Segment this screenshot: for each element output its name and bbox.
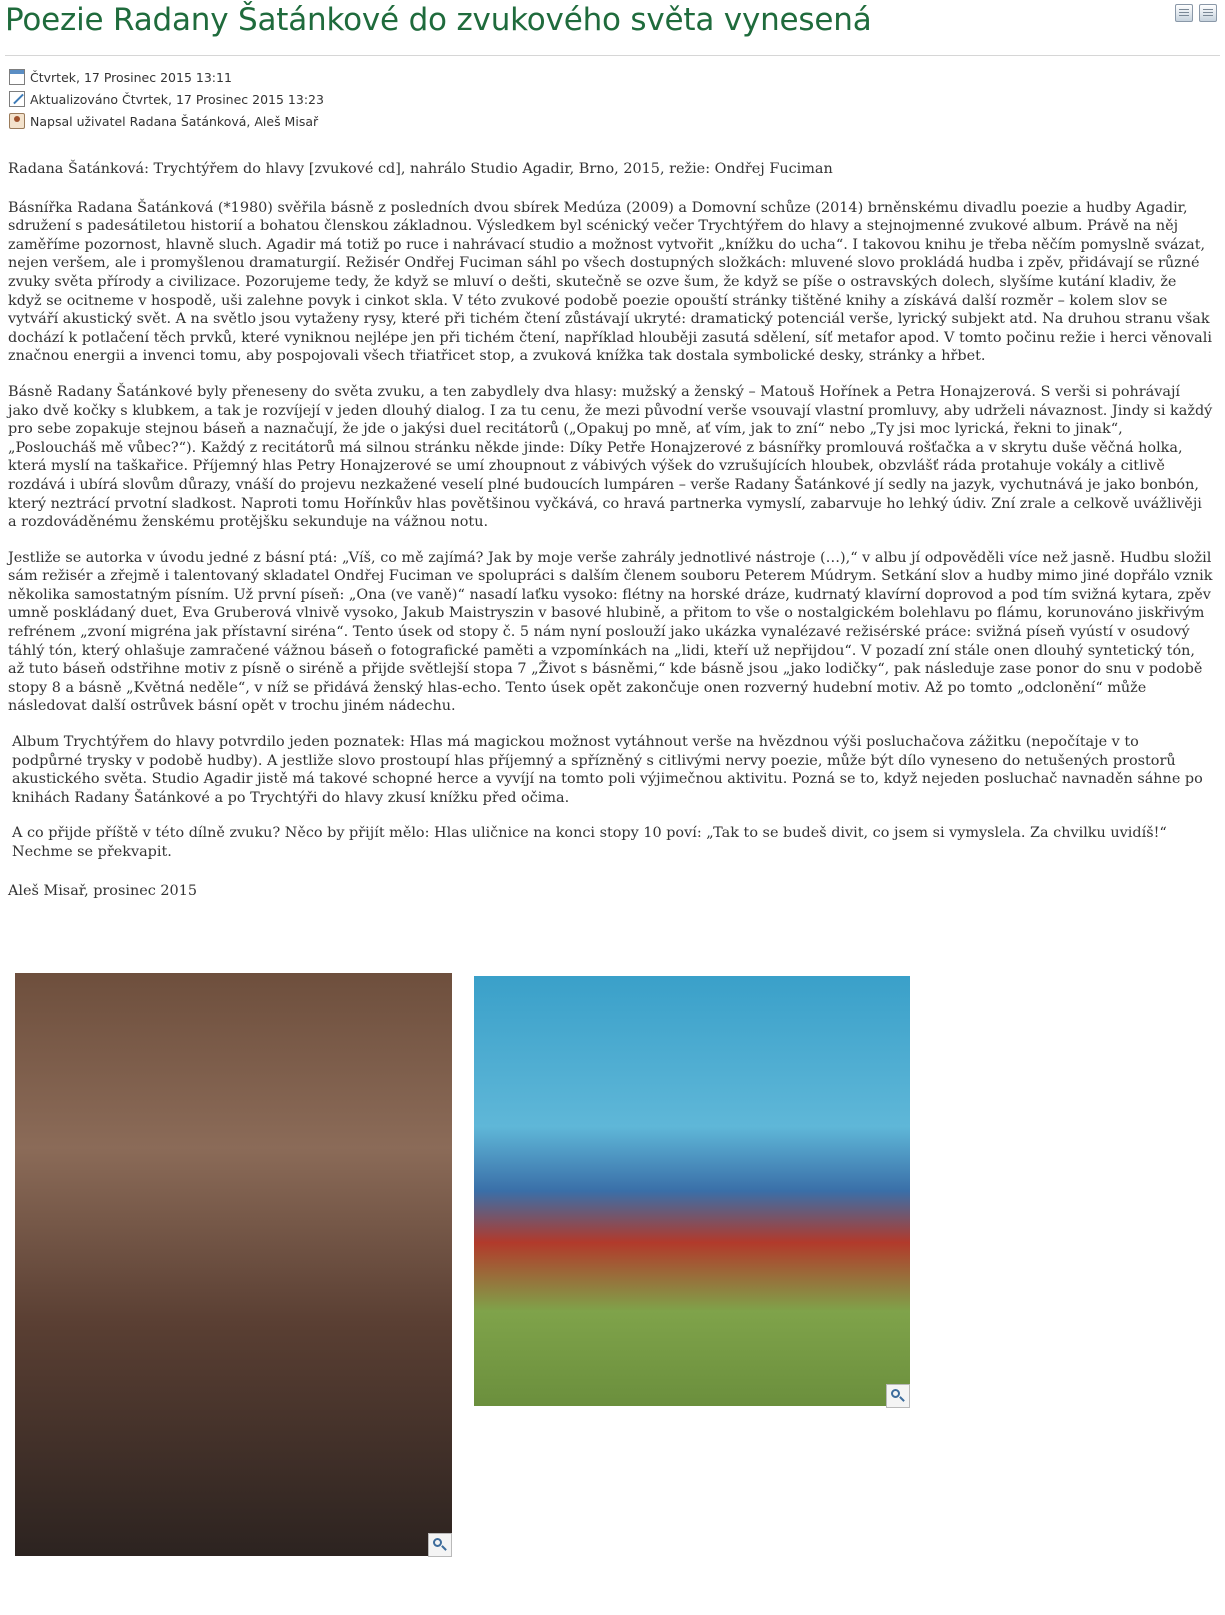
article-paragraph: A co přijde příště v této dílně zvuku? Něco by přijít mělo: Hlas uličnice na konci stopy 10 poví: „Tak to se budeš divit, co jsem si vymyslela. Za chvilku uvidíš!“ Nechme se překvapit. [12, 825, 1167, 860]
zoom-icon[interactable] [428, 1533, 452, 1557]
article-meta [9, 66, 324, 132]
article-paragraph: Básně Radany Šatánkové byly přeneseny do světa zvuku, a ten zabydlely dva hlasy: mužský a ženský – Matouš Hořínek a Petra Honajzerová. S verši si pohrávají jako dvě kočky s klubkem, a tak je rozvíjejí v jeden dlouhý dialog. I za tu cenu, že mezi původní verše vsouvají vlastní promluvy, aby udrželi návaznost. Jindy si každý pro sebe zopakuje stejnou báseň a naznačují, že jde o jakýsi duel recitátorů („Opakuj po mně, ať vím, jak to zní“ nebo „Ty jsi moc lyrická, řekni to jinak“, „Posloucháš mě vůbec?“). Každý z recitátorů má silnou stránku někde jinde: Díky Petře Honajzerové z básnířky promlouvá rošťačka a v skrytu duše věčná holka, která myslí na taškařice. Příjemný hlas Petry Honajzerové se umí zhoupnout z vábivých výšek do vzrušujících hloubek, obzvlášť ráda protahuje vokály a citlivě rozdává i ubírá slovům důrazy, vnáší do projevu nezkažené veselí plné budoucích lumpáren – verše Radany Šatánkové jí sedly na jazyk, vychutnává je jako bonbón, který neztrácí prvotní sladkost. Naproti tomu Hořínkův hlas povětšinou vyčkává, co hravá partnerka vymyslí, zabarvuje ho lehký údiv. Zní zrale a celkově uvážlivěji a rozdováděnému ženskému protějšku sekunduje na vážnou notu. [8, 383, 1213, 531]
created-date: Čtvrtek, 17 Prosinec 2015 13:11 [30, 69, 232, 85]
article-tools [1175, 4, 1217, 22]
author-row [9, 110, 324, 132]
zoom-icon[interactable] [886, 1384, 910, 1408]
created-row [9, 66, 324, 88]
print-icon[interactable] [1175, 4, 1193, 22]
email-icon[interactable] [1199, 4, 1217, 22]
article-signature: Aleš Misař, prosinec 2015 [8, 882, 198, 899]
article-paragraph: Básnířka Radana Šatánková (*1980) svěřila básně z posledních dvou sbírek Medúza (2009) a Domovní schůze (2014) brněnskému divadlu poezie a hudby Agadir, sdružení s padesátiletou historií a bohatou členskou základnou. Výsledkem byl scénický večer Trychtýřem do hlavy a stejnojmenné zvukové album. Právě na něj zaměříme pozornost, hlavně sluch. Agadir má totiž po ruce i nahrávací studio a možnost vytvořit „knížku do ucha“. I takovou knihu je třeba něčím pomyslně svázat, nejen veršem, ale i promyšlenou dramaturgií. Režisér Ondřej Fuciman sáhl po všech dostupných složkách: mluvené slovo prokládá hudba i zpěv, přidávají se různé zvuky světa přírody a civilizace. Pozorujeme tedy, že když se mluví o dešti, skutečně se ozve šum, že když se píše o ostravských dolech, slyšíme kutání kladiv, že když se ocitneme v hospodě, uši zalehne povyk i cinkot skla. V této zvukové podobě poezie opouští stránky tištěné knihy a získává další rozměr – kolem slov se vytváří akustický svět. A na světlo jsou vytaženy rysy, které při tichém čtení zůstávají ukryté: dramatický potenciál verše, lyrický subjekt atd. Na druhou stranu však dochází k potlačení těch prvků, které vyniknou nejlépe jen při tichém čtení, například hlouběji zasutá sdělení, síť metafor apod. V tomto počinu režie i herci věnovali značnou energii a invenci tomu, aby pospojovali všech třiatřicet stop, a zvuková knížka tak dostala symbolické desky, stránky a hřbet. [8, 199, 1212, 365]
article-lead: Radana Šatánková: Trychtýřem do hlavy [zvukové cd], nahrálo Studio Agadir, Brno, 2015, režie: Ondřej Fuciman [8, 161, 833, 177]
article-paragraph: Album Trychtýřem do hlavy potvrdilo jeden poznatek: Hlas má magickou možnost vytáhnout verše na hvězdnou výši posluchačova zážitku (nepočítaje v to podpůrné trysky v podobě hudby). A jestliže slovo prostoupí hlas příjemný a spřízněný s citlivými nervy poezie, může být dílo vyneseno do netušených prostorů akustického světa. Studio Agadir jistě má takové schopné herce a vyvíjí na tomto poli výjimečnou aktivitu. Pozná se to, když nejeden posluchač navnaděn sáhne po knihách Radany Šatánkové a po Trychtýři do hlavy zkusí knížku před očima. [12, 734, 1203, 806]
author-name: Napsal uživatel Radana Šatánková, Aleš Misař [30, 113, 319, 129]
author-icon [9, 113, 25, 129]
title-divider [5, 55, 1220, 56]
edit-icon [9, 91, 25, 107]
article-title: Poezie Radany Šatánkové do zvukového světa vynesená [5, 2, 872, 38]
article-body [8, 160, 1213, 920]
article-paragraph: Jestliže se autorka v úvodu jedné z básní ptá: „Víš, co mě zajímá? Jak by moje verše zahrály jednotlivé nástroje (…),“ v albu jí odpověděli více než jasně. Hudbu složil sám režisér a zřejmě i talentovaný skladatel Ondřej Fuciman ve spolupráci s dalším členem souboru Peterem Múdrym. Setkání slov a hudby mimo jiné dopřálo vznik několika samostatným písním. Už první píseň: „Ona (ve vaně)“ nasadí laťku vysoko: flétny na horské dráze, kudrnatý klavírní doprovod a pod tím svižná kytara, zpěv umně poskládaný duet, Eva Gruberová vlnivě vysoko, Jakub Maistryszin v basové hlubině, a přitom to vše o nostalgickém bolehlavu po flámu, korunováno jiskřivým refrénem „zvoní migréna jak přístavní siréna“. Tento úsek od stopy č. 5 nám nyní poslouží jako ukázka vynalézavé režisérské práce: svižná píseň vyústí v osudový táhlý tón, který ohlašuje zamračené vážnou báseň o fotografické paměti a vzpomínkách na „lidi, kteří už nepřijdou“. V pozadí zní stále onen dlouhý syntetický tón, až tuto báseň odstřihne motiv z písně o siréně a přijde světlejší stopa 7 „Život s básněmi,“ kde básně jsou „jako lodičky“, pak následuje zase ponor do snu v podobě stopy 8 a básně „Květná neděle“, v níž se přidává ženský hlas-echo. Tento úsek opět zakončuje onen rozverný hudební motiv. Až po tomto „odclonění“ může následovat další ostrůvek básní opět v trochu jiném nádechu. [8, 549, 1213, 715]
album-cover-image[interactable] [474, 976, 910, 1406]
updated-row [9, 88, 324, 110]
calendar-icon [9, 69, 25, 85]
updated-date: Aktualizováno Čtvrtek, 17 Prosinec 2015 13:23 [30, 91, 324, 107]
author-photo[interactable] [15, 973, 452, 1556]
